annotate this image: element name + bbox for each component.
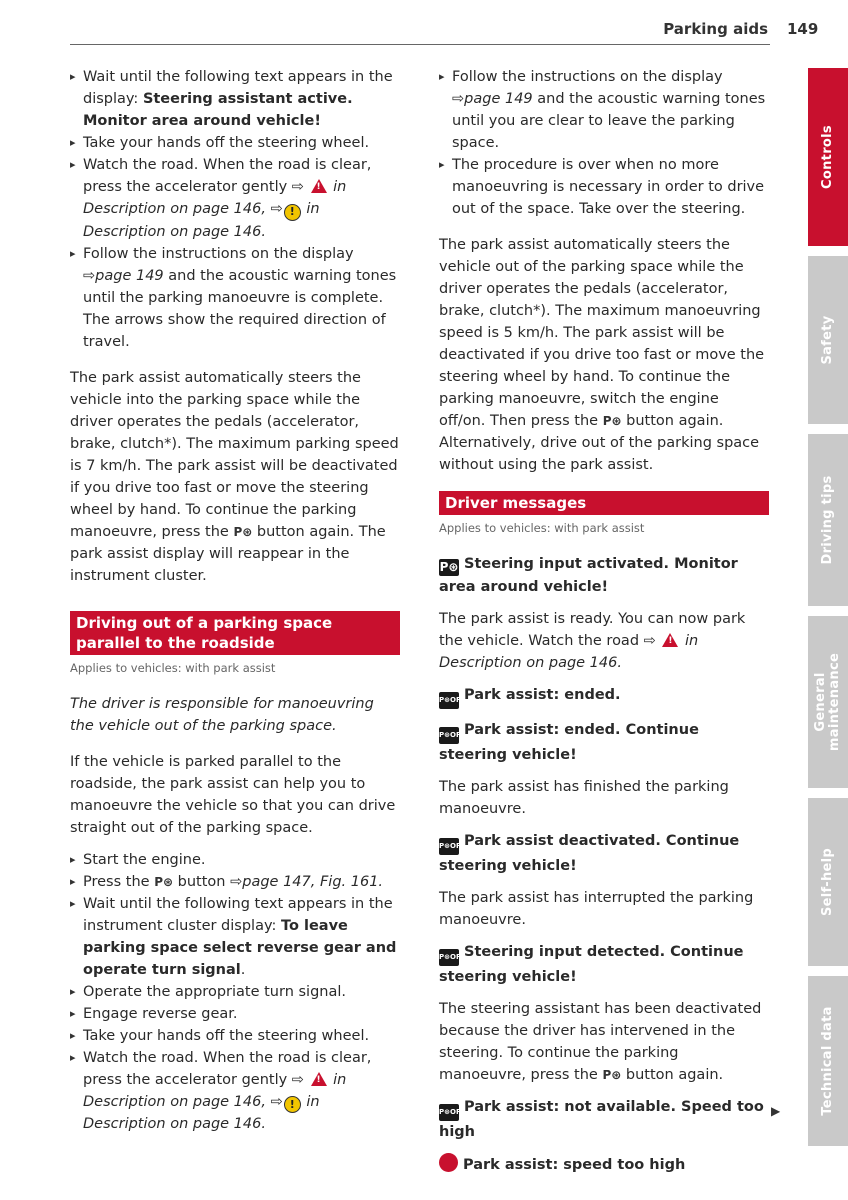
tab-general-maintenance[interactable]: General maintenance: [808, 616, 848, 788]
applies-to-note: Applies to vehicles: with park assist: [439, 521, 645, 535]
right-column: [439, 66, 769, 1176]
park-assist-off-icon: P⊛OFF: [439, 1104, 459, 1121]
park-assist-button-icon: P⊛: [233, 524, 253, 539]
list-item: ▸ Take your hands off the steering wheel.: [70, 1025, 400, 1047]
continue-arrow-icon: ▶: [771, 1104, 781, 1118]
paragraph: The park assist automatically steers the vehicle out of the parking space while the driver operates the pedals (accelerator, brake, clutch*). The maximum manoeuvring speed is 5 km/h. The park assist will be deactivated if you drive too fast or move the steering wheel by hand. To continue the parking manoeuvre, switch the engine off/on. Then press the P⊛ button again. Alternatively, drive out of the parking space without using the park assist.: [439, 237, 765, 473]
cross-reference-link[interactable]: in Description on page 146,: [83, 179, 347, 217]
list-item: ▸ Operate the appropriate turn signal.: [70, 981, 400, 1003]
message-heading: P⊛OFFSteering input detected. Continue steering vehicle!: [439, 944, 744, 985]
park-assist-off-icon: P⊛OFF: [439, 838, 459, 855]
list-item: ▸ Engage reverse gear.: [70, 1003, 400, 1025]
park-assist-active-icon: P⊛: [439, 560, 459, 574]
left-column: [70, 66, 400, 1135]
park-assist-fault-icon: [439, 1153, 458, 1172]
tab-controls[interactable]: Controls: [808, 68, 848, 246]
cross-reference-link[interactable]: page 147, Fig. 161.: [242, 873, 384, 890]
park-assist-button-icon: P⊛: [602, 414, 622, 428]
note-icon: !: [284, 204, 301, 221]
tab-self-help[interactable]: Self-help: [808, 798, 848, 966]
message-heading: P⊛OFFPark assist: ended. Continue steering vehicle!: [439, 722, 699, 763]
paragraph: The park assist automatically steers the vehicle into the parking space while the driver operates the pedals (accelerator, brake, clutch*). The maximum parking speed is 7 km/h. The park assist will be deactivated if you drive too fast or move the steering wheel by hand. To continue the parking manoeuvre, press the P⊛ button again. The park assist display will reappear in the instrument cluster.: [70, 369, 399, 584]
page-number: 149: [787, 20, 819, 38]
section-heading: Driver messages: [439, 491, 769, 515]
paragraph: The steering assistant has been deactivated because the driver has intervened in the steering. To continue the parking manoeuvre, press the P⊛ button again.: [439, 998, 769, 1086]
list-item: ▸ Wait until the following text appears in the display: Steering assistant active. Monitor area around vehicle!: [70, 66, 400, 132]
paragraph: If the vehicle is parked parallel to the roadside, the park assist can help you to manoeuvre the vehicle so that you can drive straight out of the parking space.: [70, 753, 396, 836]
list-item: ▸ Watch the road. When the road is clear, press the accelerator gently ⇨ ! in Description on page 146, ⇨ ! in Description on page 146.: [70, 1047, 400, 1136]
paragraph: The park assist has finished the parking manoeuvre.: [439, 779, 729, 817]
intro-italic: The driver is responsible for manoeuvring the vehicle out of the parking space.: [70, 695, 374, 734]
cross-reference-link[interactable]: in Description on page 146.: [83, 1093, 320, 1132]
cross-reference-link[interactable]: in Description on page 146.: [439, 633, 699, 671]
cross-reference-link[interactable]: in Description on page 146,: [83, 1071, 347, 1110]
list-item: ▸ Watch the road. When the road is clear, press the accelerator gently ⇨ ! in Description on page 146, ⇨ ! in Description on page 146.: [70, 154, 400, 243]
running-header-title: Parking aids: [663, 20, 768, 38]
tab-technical-data[interactable]: Technical data: [808, 976, 848, 1146]
park-assist-button-icon: P⊛: [154, 874, 174, 889]
message-heading: P⊛OFFPark assist: not available. Speed too high: [439, 1099, 764, 1140]
warning-triangle-icon: [311, 1072, 327, 1086]
cross-reference-link[interactable]: page 149: [464, 91, 533, 107]
cross-reference-link[interactable]: in Description on page 146.: [83, 201, 320, 240]
list-item: ▸ Start the engine.: [70, 849, 400, 871]
list-item: ▸ The procedure is over when no more manoeuvring is necessary in order to drive out of the space. Take over the steering.: [439, 154, 769, 220]
list-item: ▸ Follow the instructions on the display ⇨page 149 and the acoustic warning tones until the parking manoeuvre is complete. The arrows show the required direction of travel.: [70, 243, 400, 353]
park-assist-off-icon: P⊛OFF: [439, 727, 459, 744]
applies-to-note: Applies to vehicles: with park assist: [70, 660, 276, 675]
list-item: ▸ Press the P⊛ button ⇨page 147, Fig. 161.: [70, 871, 400, 893]
warning-triangle-icon: [662, 633, 678, 647]
section-heading: Driving out of a parking space parallel to the roadside: [70, 611, 400, 655]
message-heading: P⊛OFFPark assist: ended.: [439, 684, 769, 709]
tab-safety[interactable]: Safety: [808, 256, 848, 424]
park-assist-button-icon: P⊛: [602, 1068, 622, 1082]
list-item: ▸ Take your hands off the steering wheel.: [70, 132, 400, 154]
park-assist-off-icon: P⊛OFF: [439, 692, 459, 709]
paragraph: The park assist has interrupted the parking manoeuvre.: [439, 890, 754, 928]
list-item: ▸ Wait until the following text appears in the instrument cluster display: To leave parking space select reverse gear and operate turn signal.: [70, 893, 400, 981]
park-assist-off-icon: P⊛OFF: [439, 949, 459, 966]
list-item: ▸ Follow the instructions on the display ⇨page 149 and the acoustic warning tones until you are clear to leave the parking space.: [439, 66, 769, 154]
note-icon: !: [284, 1096, 301, 1113]
cross-reference-link[interactable]: page 149: [95, 267, 164, 284]
paragraph: The park assist is ready. You can now park the vehicle. Watch the road ⇨ ! in Description on page 146.: [439, 608, 769, 674]
tab-driving-tips[interactable]: Driving tips: [808, 434, 848, 606]
message-heading: P⊛ Steering input activated. Monitor area around vehicle!: [439, 556, 738, 595]
message-heading: P⊛OFFPark assist deactivated. Continue steering vehicle!: [439, 833, 740, 874]
message-heading: Park assist: speed too high: [439, 1153, 769, 1176]
header-rule: [70, 44, 770, 45]
warning-triangle-icon: [311, 179, 327, 193]
